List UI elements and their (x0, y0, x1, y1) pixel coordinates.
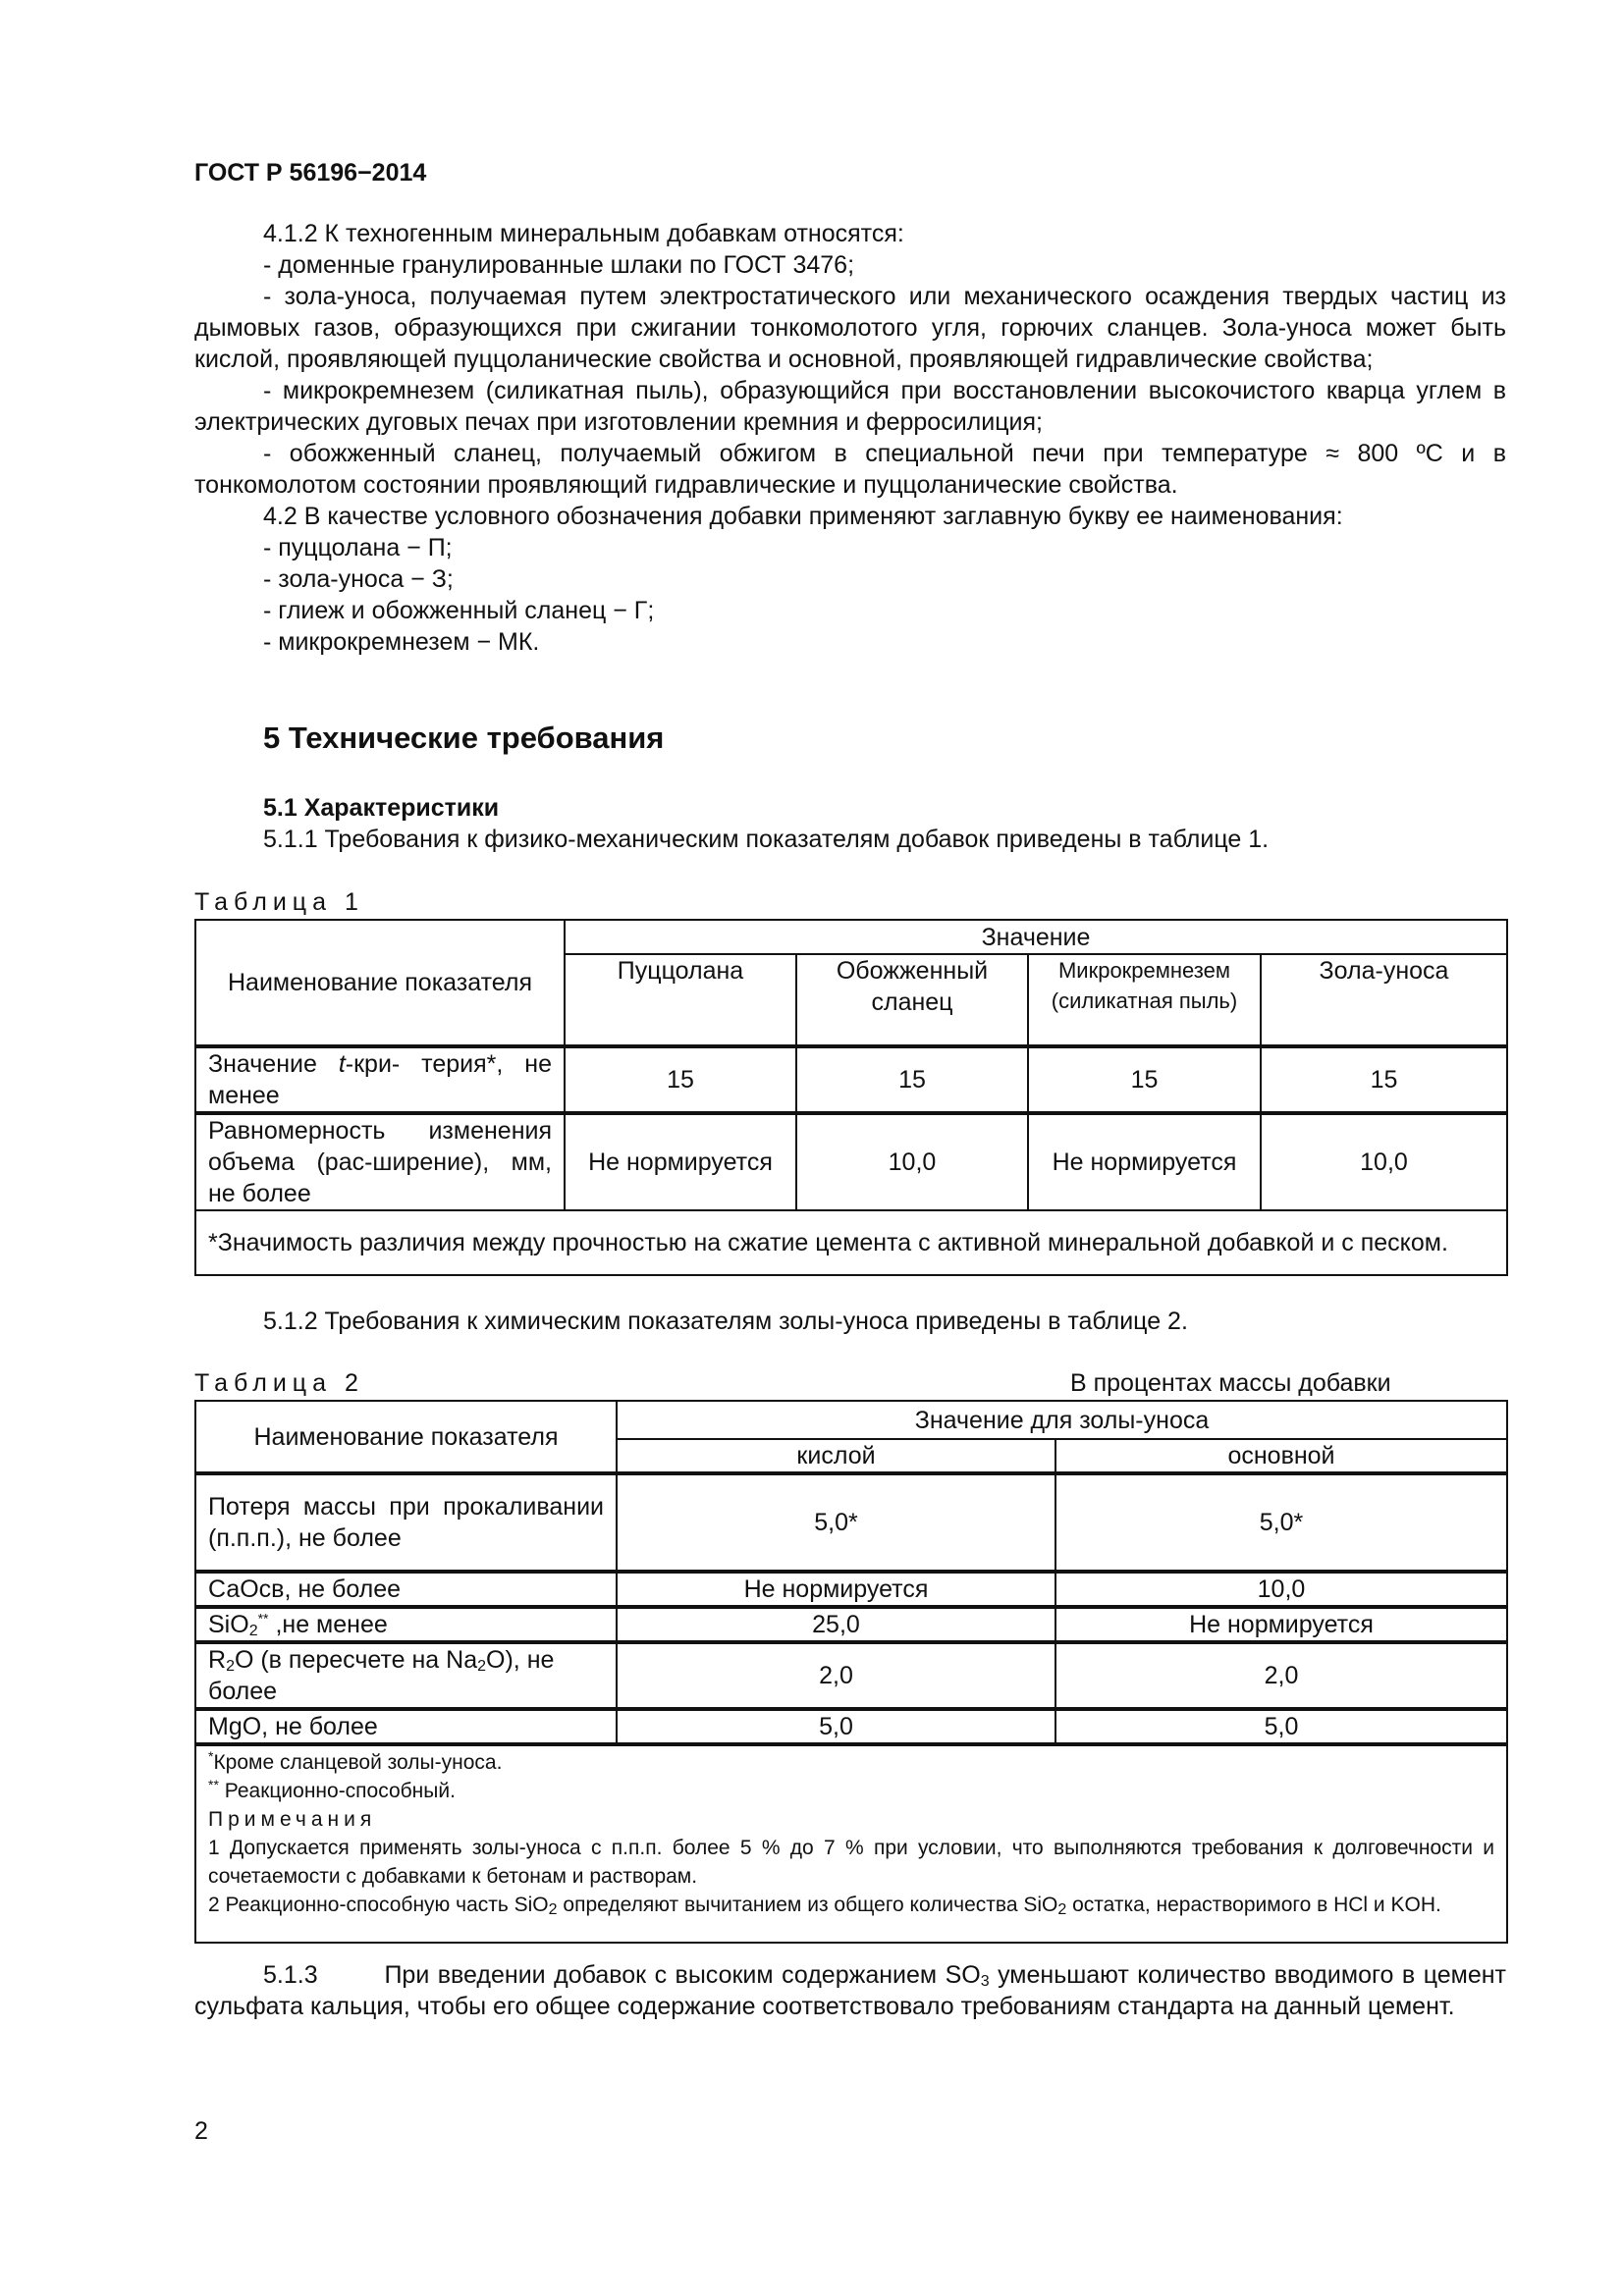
cell: 5,0* (1055, 1473, 1507, 1572)
intro-paragraph: - микрокремнезем − МК. (263, 628, 540, 656)
table1-col: Зола-уноса (1261, 954, 1507, 1046)
table1-col-name: Наименование показателя (195, 920, 565, 1046)
table1-col: Микрокремнезем (силикатная пыль) (1028, 954, 1261, 1046)
intro-paragraph: - обожженный сланец, получаемый обжигом в специальной печи при температуре ≈ 800 ºС и в тонкомолотом состоянии проявляющий гидравлические и пуццоланические свойства. (194, 440, 1506, 499)
table1-col: Обожженный сланец (796, 954, 1028, 1046)
footnote-1: *Кроме сланцевой золы-уноса. (208, 1748, 503, 1774)
row-name: Потеря массы при прокаливании (п.п.п.), не более (195, 1473, 617, 1572)
table-row (195, 1113, 1507, 1210)
paragraph-5-1-1: 5.1.1 Требования к физико-механическим показателям добавок приведены в таблице 1. (263, 826, 1270, 853)
intro-paragraph: - пуццолана − П; (263, 534, 453, 561)
cell: 10,0 (1261, 1113, 1507, 1210)
footnote-2: ** Реакционно-способный. (208, 1777, 456, 1802)
table2-units: В процентах массы добавки (1070, 1369, 1391, 1397)
paragraph-5-1-3: 5.1.3 При введении добавок с высоким содержанием $SO_3$ уменьшают количество вводимого в цемент сульфата кальция, чтобы его общее содержание соответствовало требованиям стандарта на данный цемент. (194, 1961, 1506, 2020)
intro-paragraph: - зола-уноса − З; (263, 565, 454, 593)
intro-paragraph: - доменные гранулированные шлаки по ГОСТ 3476; (263, 251, 855, 279)
paragraph-5-1-2: 5.1.2 Требования к химическим показателям золы-уноса приведены в таблице 2. (263, 1308, 1188, 1335)
table2-col: основной (1055, 1439, 1507, 1473)
cell: 25,0 (617, 1607, 1055, 1642)
section-title: 5 Технические требования (263, 721, 665, 755)
table-row (195, 1572, 1507, 1607)
intro-paragraph: - глиеж и обожженный сланец − Г; (263, 597, 655, 624)
table2-caption: Таблица 2 (194, 1369, 364, 1397)
row-name: Значение t-кри- терия*, не менее (195, 1046, 565, 1113)
intro-paragraph: - зола-уноса, получаемая путем электростатического или механического осаждения твердых частиц из дымовых газов, образующихся при сжигании тонкомолотого угля, горючих сланцев. Зола-уноса может быть кислой, проявляющей пуццоланические свойства и основной, проявляющей гидравлические свойства; (194, 283, 1506, 373)
table-row (195, 1607, 1507, 1642)
subsection-title: 5.1 Характеристики (263, 794, 500, 822)
row-name: SiO$_2$** ,не менее (195, 1607, 617, 1642)
table1-caption: Таблица 1 (194, 888, 364, 916)
cell: Не нормируется (565, 1113, 796, 1210)
cell: 10,0 (1055, 1572, 1507, 1607)
table1-col: Пуццолана (565, 954, 796, 1046)
table1-group-header: Значение (565, 920, 1507, 954)
note-2: 2 Реакционно-способную часть SiO$_2$ определяют вычитанием из общего количества SiO$_2$ остатка, нерастворимого в HCl и KOH. (208, 1894, 1441, 1918)
row-name: СаОсв, не более (195, 1572, 617, 1607)
table2-notes (195, 1744, 1507, 1943)
intro-text (194, 218, 1506, 658)
cell: 15 (1028, 1046, 1261, 1113)
table1-footnote: *Значимость различия между прочностью на сжатие цемента с активной минеральной добавкой и с песком. (195, 1210, 1507, 1275)
note-1: 1 Допускается применять золы-уноса с п.п.п. более 5 % до 7 % при условии, что выполняются требования к долговечности и сочетаемости с добавками к бетонам и растворам. (208, 1837, 1494, 1888)
row-name: MgO, не более (195, 1709, 617, 1744)
cell: 15 (796, 1046, 1028, 1113)
table2-col-name: Наименование показателя (195, 1401, 617, 1473)
document-header: ГОСТ Р 56196−2014 (194, 159, 427, 187)
cell: 5,0* (617, 1473, 1055, 1572)
table2-col: кислой (617, 1439, 1055, 1473)
intro-paragraph: 4.1.2 К техногенным минеральным добавкам относятся: (263, 220, 904, 247)
cell: 2,0 (617, 1642, 1055, 1709)
cell: 5,0 (617, 1709, 1055, 1744)
table-2 (194, 1400, 1508, 1944)
table-row (195, 1709, 1507, 1744)
intro-paragraph: 4.2 В качестве условного обозначения добавки применяют заглавную букву ее наименования: (263, 503, 1343, 530)
page-number: 2 (194, 2117, 208, 2145)
cell: 15 (1261, 1046, 1507, 1113)
row-name: Равномерность изменения объема (рас-ширение), мм, не более (195, 1113, 565, 1210)
intro-paragraph: - микрокремнезем (силикатная пыль), образующийся при восстановлении высокочистого кварца углем в электрических дуговых печах при изготовлении кремния и ферросилиция; (194, 377, 1506, 436)
cell: 15 (565, 1046, 796, 1113)
cell: Не нормируется (1028, 1113, 1261, 1210)
row-name: $R_2O$ (в пересчете на $Na_2O$), не более (195, 1642, 617, 1709)
table-1 (194, 919, 1508, 1276)
table2-group-header: Значение для золы-уноса (617, 1401, 1507, 1439)
table-row (195, 1473, 1507, 1572)
cell: 5,0 (1055, 1709, 1507, 1744)
notes-title: Примечания (208, 1808, 377, 1831)
table-row (195, 1046, 1507, 1113)
cell: Не нормируется (617, 1572, 1055, 1607)
cell: Не нормируется (1055, 1607, 1507, 1642)
cell: 2,0 (1055, 1642, 1507, 1709)
table-row (195, 1642, 1507, 1709)
cell: 10,0 (796, 1113, 1028, 1210)
